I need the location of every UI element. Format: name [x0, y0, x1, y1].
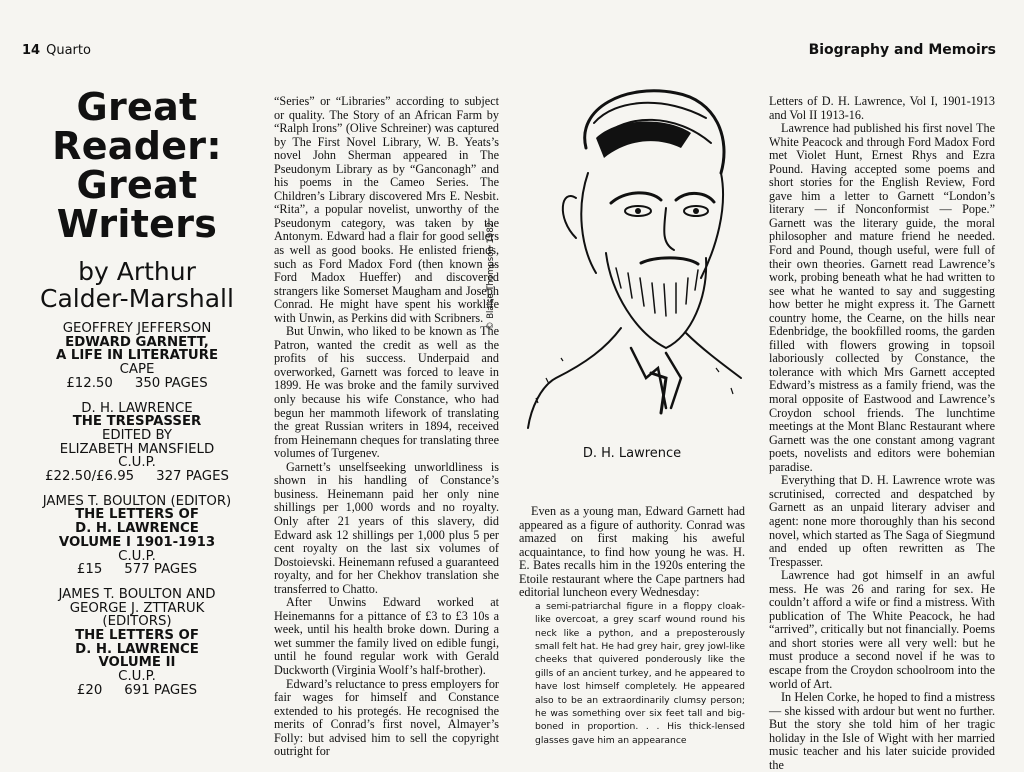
book-page-count: 577 PAGES [124, 562, 198, 578]
book-detail-line: EDITED BY [101, 427, 173, 443]
title-line: Great [76, 163, 198, 207]
book-detail-line: C.U.P. [118, 669, 156, 685]
article-paragraph: After Unwins Edward worked at Heinemanns for a pittance of £3 to £3 10s a week, until his health broke down. During a wet summer the family lived on edible fungi, until he found regular work with Gerald Duckworth (Virginia Woolf’s half-brother). [274, 595, 499, 677]
author-line: by Arthur [78, 257, 196, 286]
reviewed-books-list [18, 322, 256, 698]
book-author-line: JAMES T. BOULTON AND [58, 586, 216, 602]
book-author-line: (EDITORS) [102, 614, 172, 630]
article-paragraph: “Series” or “Libraries” according to subject or quality. The Story of an African Farm by “Ralph Irons” (Olive Schreiner) was captured by The First Novel Library, W. B. Yeats’s novel John Sherman appeared in The Pseudonym Library as by “Ganconagh” and his poems in the Cameo Series. The Children’s Library discovered Mrs E. Nesbit. “Rita”, a popular novelist, unworthy of the Pseudonym category, was taken by the Antonym. Edward had a flair for good sellers as well as good books. He enlisted friends, such as Ford Madox Ford (then known as Ford Madox Hueffer) and discovered strangers like Somerset Maugham and Joseph Conrad. He might have spent his worklife with Unwin, as Perkins did with Scribners. [274, 94, 499, 325]
page-header-left [22, 43, 91, 58]
book-price: £12.50 [66, 375, 113, 391]
book-price: £20 [76, 682, 103, 698]
publication-name: Quarto [46, 43, 91, 58]
book-title-line: THE LETTERS OF [75, 507, 199, 523]
book-title-line: A LIFE IN LITERATURE [55, 348, 219, 364]
book-page-count: 350 PAGES [134, 375, 208, 391]
article-paragraph: Lawrence had published his first novel The White Peacock and through Ford Madox Ford met Violet Hunt, Ernest Rhys and Ezra Pound. Having accepted some poems and short stories for the English Review, Ford gave him a letter to Garnett “London’s literary — if Nonconformist — Pope.” Garnett was the literary guide, the moral philosopher and mature friend he needed. Ford and Pound, though useful, were full of their own theories. Garnett read Lawrence’s work, probing beneath what he had written to see what he wanted to say and suggesting how better he might express it. The Garnett country home, the Cearne, on the hills near Edenbridge, the bookfilled rooms, the garden filled with flowers growing in topsoil laboriously collected by Constance, the tolerance with which Mrs Garnett accepted Edward’s mistress as a family friend, was the moral opposite of Eastwood and Lawrence’s Croydon school friends. The lunchtime meetings at the Mont Blanc Restaurant where Garnett was the one constant among vagrant poets, novelists and editors were bohemian paradise. [769, 121, 995, 474]
article-paragraph: Garnett’s unselfseeking unworldliness is shown in his handling of Constance’s business. Heinemann paid her only nine shillings per 1,000 words and no royalty. Only after 21 years of this slavery, did Edward ask 12 shillings per 1,000 plus 5 per cent royalty on the last six volumes of Dostoievski. Heinemann refused a guaranteed royalty, and for her Chekhov translation she transferred to Chatto. [274, 459, 499, 596]
reviewed-book [18, 495, 256, 577]
article-paragraph: Edward’s reluctance to press employers for fair wages for himself and Constance extended to his protegés. He recognised the merits of Conrad’s first novel, Almayer’s Folly: but advised him to sell the copyright outright for [274, 676, 499, 759]
book-author-line: D. H. LAWRENCE [81, 400, 193, 416]
book-page-count: 691 PAGES [124, 682, 198, 698]
article-column-4 [769, 95, 995, 772]
book-title-line: VOLUME II [98, 655, 176, 671]
article-title [18, 85, 256, 246]
title-line: Writers [56, 202, 218, 246]
book-detail-line: CAPE [119, 362, 155, 378]
book-author-line: GEORGE J. ZTTARUK [69, 600, 205, 616]
reviewed-book [18, 588, 256, 698]
reviewed-book [18, 402, 256, 484]
article-paragraph: Everything that D. H. Lawrence wrote was scrutinised, corrected and despatched by Garnett as an unpaid literary adviser and agent: none more thoroughly than his second novel, which started as The Saga of Siegmund and ended up often rewritten as The Trespasser. [769, 473, 995, 569]
article-paragraph: But Unwin, who liked to be known as The Patron, wanted the credit as well as the profits of his success. Underpaid and overworked, Garnett was forced to leave in 1899. He was broke and the family survived only because his wife Constance, who had begun her mammoth lifework of translating the great Russian writers in 1894, received from Heinemann cheques for translating three volumes of Turgenev. [274, 324, 499, 461]
book-price: £15 [76, 562, 103, 578]
section-title: Biography and Memoirs [808, 42, 996, 58]
article-paragraph: In Helen Corke, he hoped to find a mistress — she kissed with ardour but went no further. But the story she told him of her tragic holiday in the Isle of Wight with her married music teacher and his later suicide provided the [769, 690, 995, 772]
author-line: Calder-Marshall [40, 284, 234, 313]
book-title-line: THE LETTERS OF [75, 628, 199, 644]
article-author [18, 258, 256, 312]
book-author-line: GEOFFREY JEFFERSON [62, 321, 212, 336]
article-paragraph: Even as a young man, Edward Garnett had appeared as a figure of authority. Conrad was amazed on first making his aweful acquaintance, to find how young he was. H. E. Bates recalls him in the 1920s entering the Etoile restaurant where the Cape partners had editorial luncheon every Wednesday: [519, 504, 745, 600]
book-title-line: THE TRESPASSER [72, 414, 202, 430]
book-price-row [18, 470, 256, 484]
title-block [18, 85, 256, 709]
article-paragraph: Letters of D. H. Lawrence, Vol I, 1901-1913 and Vol II 1913-16. [769, 94, 995, 122]
book-page-count: 327 PAGES [156, 469, 229, 485]
title-line: Reader: [52, 124, 222, 168]
article-paragraph: Lawrence had got himself in an awful mess. He was 26 and raring for sex. He couldn’t afford a wife or find a mistress. With publication of The White Peacock, he had “arrived”, critically but not financially. Poems and short stories were all very well: but he must produce a second novel if he was to escape from the Croydon schoolroom into the world of Art. [769, 568, 995, 691]
book-title-line: VOLUME I 1901-1913 [58, 534, 216, 550]
portrait-caption: D. H. Lawrence [582, 446, 682, 461]
book-price-row [18, 684, 256, 698]
book-price-row [18, 377, 256, 391]
lawrence-portrait-illustration [516, 78, 751, 438]
illustration-credit: © Blaise Thompson 1982 [486, 221, 496, 330]
block-quote: a semi-patriarchal figure in a floppy cloak-like overcoat, a grey scarf wound round his neck like a python, and a preposterously small felt hat. He had grey hair, grey jowl-like cheeks that quivered ponderously like the gills of an ancient turkey, and he appeared to have lost himself completely. He appeared also to be an extraordinarily clumsy person; he was something over six feet tall and big-boned in proportion. . . His thick-lensed glasses gave him an appearance [535, 600, 745, 746]
book-price-row [18, 563, 256, 577]
reviewed-book [18, 322, 256, 391]
book-author-line: JAMES T. BOULTON (EDITOR) [42, 493, 232, 509]
page-number: 14 [22, 43, 41, 58]
book-detail-line: C.U.P. [118, 548, 156, 564]
book-title-line: EDWARD GARNETT, [65, 334, 209, 350]
article-column-3 [519, 505, 745, 747]
book-detail-line: ELIZABETH MANSFIELD [59, 441, 215, 457]
book-title-line: D. H. LAWRENCE [75, 521, 199, 537]
title-line: Great [76, 85, 198, 129]
book-title-line: D. H. LAWRENCE [75, 641, 199, 657]
article-column-2 [274, 95, 499, 759]
book-price: £22.50/£6.95 [45, 469, 135, 485]
book-detail-line: C.U.P. [118, 455, 156, 471]
